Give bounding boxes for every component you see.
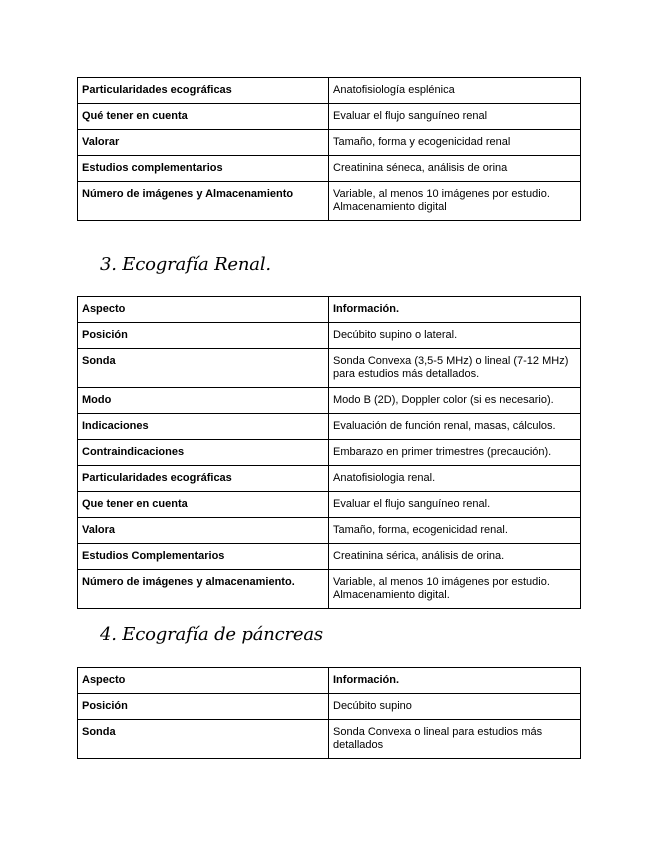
header-info: Información. [329,668,581,694]
row-label: Indicaciones [78,414,329,440]
row-value: Anatofisiologia renal. [329,466,581,492]
row-value: Anatofisiología esplénica [329,78,581,104]
row-label: Valorar [78,130,329,156]
row-value: Sonda Convexa (3,5-5 MHz) o lineal (7-12 MHz) para estudios más detallados. [329,349,581,388]
table-row [78,414,581,440]
table-row [78,104,581,130]
table-row [78,518,581,544]
row-label: Particularidades ecográficas [78,78,329,104]
pancreas-ultrasound-table [77,667,581,759]
row-value: Decúbito supino o lateral. [329,323,581,349]
row-label: Sonda [78,720,329,759]
section-heading-renal: 3. Ecografía Renal. [100,254,271,275]
row-label: Contraindicaciones [78,440,329,466]
row-label: Qué tener en cuenta [78,104,329,130]
table-header-row [78,668,581,694]
table-row [78,570,581,609]
row-label: Estudios complementarios [78,156,329,182]
header-info: Información. [329,297,581,323]
table-header-row [78,297,581,323]
table-row [78,492,581,518]
table-row [78,78,581,104]
table-row [78,349,581,388]
header-aspect: Aspecto [78,668,329,694]
table-row [78,440,581,466]
table-row [78,156,581,182]
row-value: Sonda Convexa o lineal para estudios más detallados [329,720,581,759]
row-label: Posición [78,323,329,349]
table-row [78,544,581,570]
row-value: Tamaño, forma y ecogenicidad renal [329,130,581,156]
row-value: Creatinina sérica, análisis de orina. [329,544,581,570]
row-value: Decúbito supino [329,694,581,720]
row-label: Modo [78,388,329,414]
row-value: Variable, al menos 10 imágenes por estudio. Almacenamiento digital. [329,570,581,609]
row-value: Evaluar el flujo sanguíneo renal [329,104,581,130]
table-row [78,323,581,349]
row-label: Estudios Complementarios [78,544,329,570]
row-value: Variable, al menos 10 imágenes por estudio. Almacenamiento digital [329,182,581,221]
row-label: Número de imágenes y Almacenamiento [78,182,329,221]
table-row [78,182,581,221]
row-value: Embarazo en primer trimestres (precaución). [329,440,581,466]
row-value: Evaluación de función renal, masas, cálculos. [329,414,581,440]
header-aspect: Aspecto [78,297,329,323]
row-value: Creatinina séneca, análisis de orina [329,156,581,182]
table-row [78,388,581,414]
row-label: Número de imágenes y almacenamiento. [78,570,329,609]
row-value: Modo B (2D), Doppler color (si es necesario). [329,388,581,414]
section-heading-pancreas: 4. Ecografía de páncreas [100,624,323,645]
row-value: Tamaño, forma, ecogenicidad renal. [329,518,581,544]
row-label: Que tener en cuenta [78,492,329,518]
row-label: Valora [78,518,329,544]
table-row [78,694,581,720]
renal-ultrasound-table [77,296,581,609]
table-row [78,130,581,156]
row-label: Posición [78,694,329,720]
renal-summary-table [77,77,581,221]
row-value: Evaluar el flujo sanguíneo renal. [329,492,581,518]
row-label: Sonda [78,349,329,388]
table-row [78,466,581,492]
row-label: Particularidades ecográficas [78,466,329,492]
table-row [78,720,581,759]
